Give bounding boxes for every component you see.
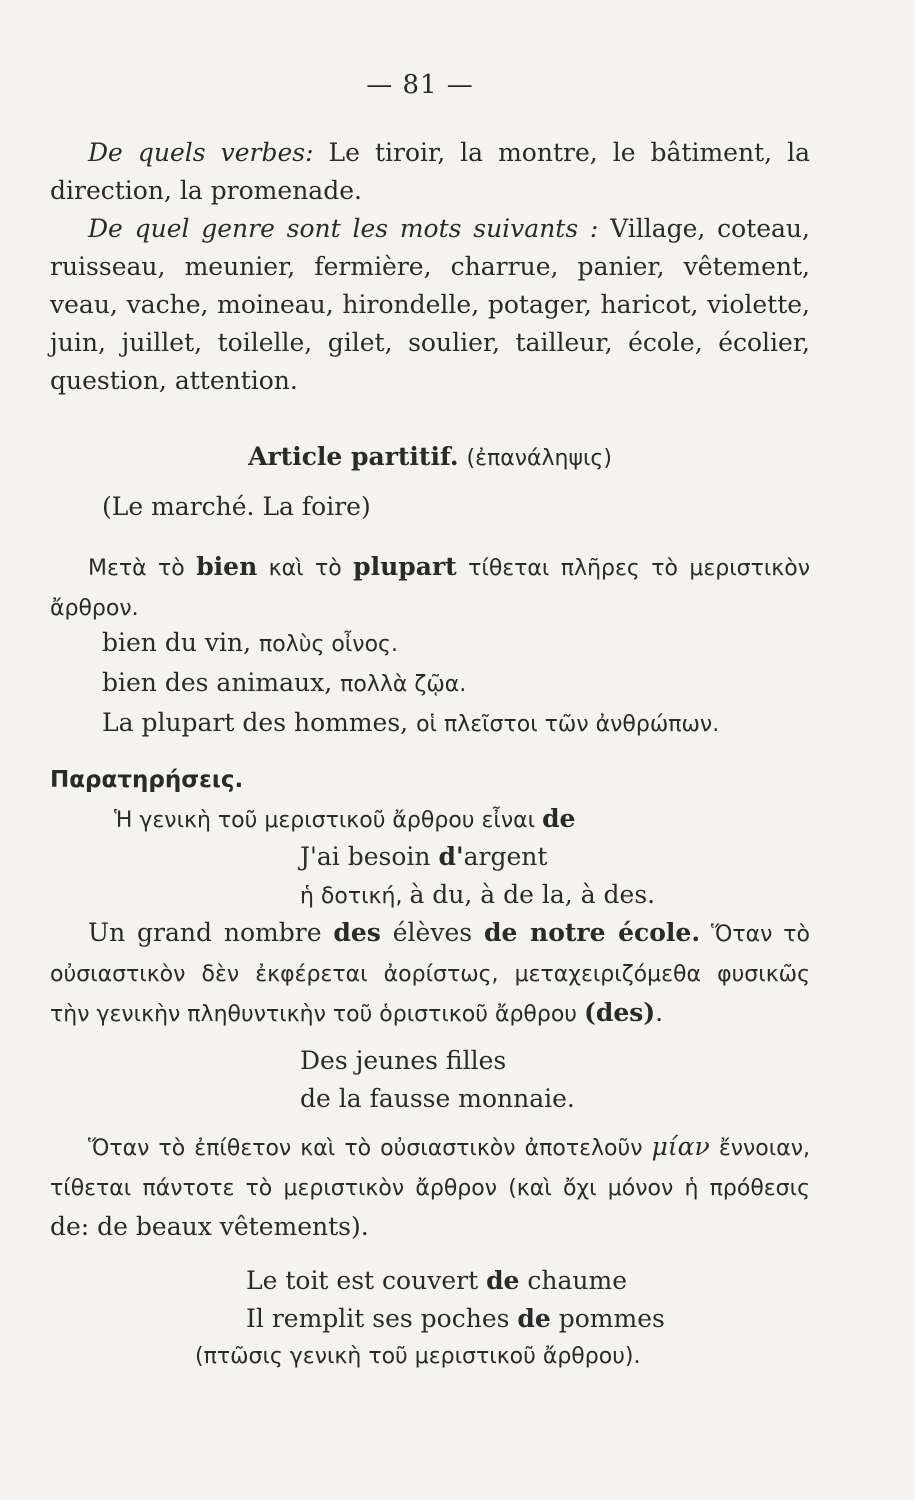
exercise-gender-text: Village, coteau, ruisseau, meunier, fermière, charrue, panier, vêtement, veau, vache, moineau, hirondelle, potager, haricot, violette, juin, juillet, toilelle, gilet, soulier, tailleur, école, écolier, question, attention. [50,214,810,395]
exercise-gender-lead: De quel genre sont les mots suivants : [88,214,599,243]
section-example: (Le marché. La foire) [102,492,371,521]
paragraph-des: Un grand nombre des élèves de notre école. Ὅταν τὸ οὐσιαστικὸν δὲν ἐκφέρεται ἀορίστως, μεταχειριζόμεθα φυσικῶς τὴν γενικὴν πληθυντικὴν τοῦ ὁριστικοῦ ἄρθρου (des). [50,918,810,1027]
remark-example: J'ai besoin d'argent [300,842,548,871]
example-line: La plupart des hommes, οἱ πλεῖστοι τῶν ἀνθρώπων. [102,708,720,737]
examples-bien [102,624,719,744]
examples-de-note: (πτῶσις γενικὴ τοῦ μεριστικοῦ ἄρθρου). [195,1344,641,1369]
remark-genitive: Ἡ γενικὴ τοῦ μεριστικοῦ ἄρθρου εἶναι de [114,804,576,833]
word-plupart: plupart [353,552,457,581]
paragraph-adjective: Ὅταν τὸ ἐπίθετον καὶ τὸ οὐσιαστικὸν ἀποτελοῦν μίαν ἔννοιαν, τίθεται πάντοτε τὸ μεριστικὸν ἄρθρον (καὶ ὄχι μόνον ἡ πρόθεσις de: de beaux vêtements). [50,1132,810,1241]
remarks-title: Παρατηρήσεις. [50,767,244,793]
examples-des: Des jeunes filles de la fausse monnaie. [300,1046,575,1113]
section-heading [0,442,860,471]
exercise-verbs-lead: De quels verbes: [88,138,314,167]
example-line: Il remplit ses poches de pommes [246,1304,665,1333]
page-number: — 81 — [366,70,474,100]
rule-bien-plupart: Μετὰ τὸ bien καὶ τὸ plupart τίθεται πλῆρες τὸ μεριστικὸν ἄρθρον. [50,552,810,621]
section-subtitle: (ἐπανάληψις) [466,446,612,471]
exercise-gender [50,210,810,400]
remark-dative: ἡ δοτική, à du, à de la, à des. [300,880,656,909]
exercise-verbs-text: Le tiroir, la montre, le bâtiment, la direction, la promenade. [50,138,810,205]
example-line: bien du vin, πολὺς οἶνος. [102,628,398,657]
word-bien: bien [196,552,258,581]
section-title: Article partitif. [248,442,459,471]
examples-de [246,1262,665,1338]
exercise-verbs [50,134,810,210]
example-line: Le toit est couvert de chaume [246,1266,628,1295]
example-line: bien des animaux, πολλὰ ζῷα. [102,668,467,697]
